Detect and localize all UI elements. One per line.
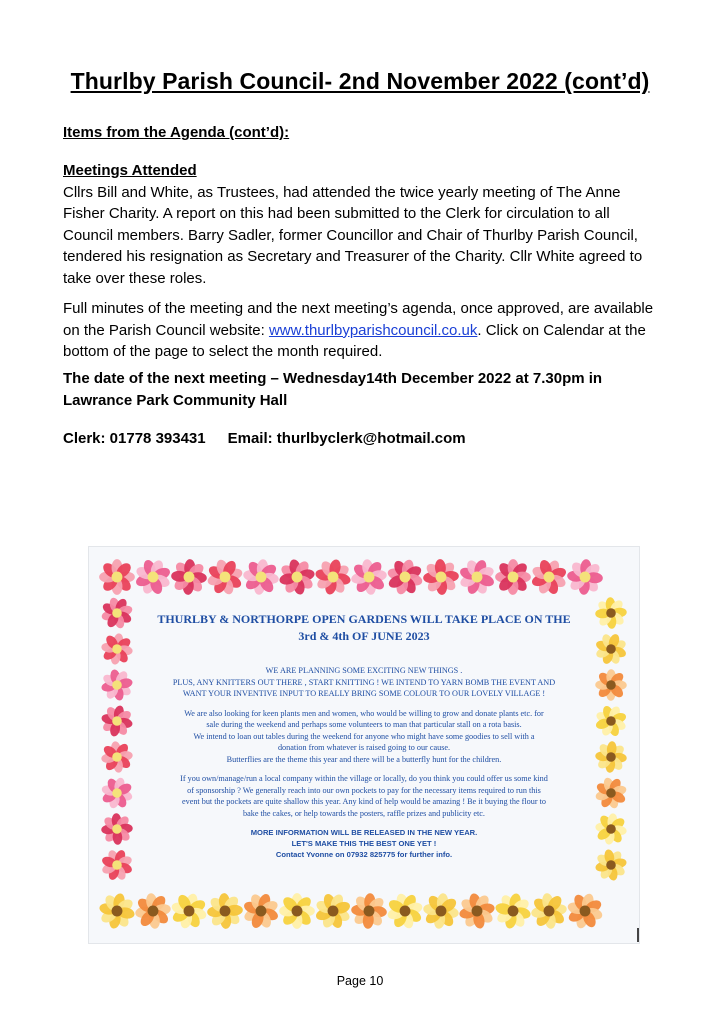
- flower-icon: [531, 893, 568, 930]
- flower-icon: [595, 813, 628, 846]
- flower-icon: [101, 597, 134, 630]
- flower-icon: [170, 892, 207, 929]
- poster-line: Contact Yvonne on 07932 825775 for further info.: [275, 850, 453, 859]
- flower-icon: [386, 892, 423, 929]
- flower-icon: [595, 849, 628, 882]
- poster-line: LET'S MAKE THIS THE BEST ONE YET !: [291, 839, 437, 848]
- flower-icon: [134, 558, 171, 595]
- flower-icon: [386, 558, 423, 595]
- poster-closing: [149, 827, 579, 860]
- poster-line: WANT YOUR INVENTIVE INPUT TO REALLY BRING SOME COLOUR TO OUR LOVELY VILLAGE !: [182, 689, 546, 698]
- flower-icon: [595, 597, 627, 629]
- poster-line: sale during the weekend and perhaps some volunteers to man that particular stall on a rota basis.: [206, 720, 522, 729]
- page-edge-mark: [637, 928, 639, 942]
- flower-icon: [98, 892, 135, 929]
- flower-icon: [101, 705, 134, 738]
- poster-line: event but the pockets are quite shallow this year. Any kind of help would be amazing ! Be it buying the flour to: [181, 797, 547, 806]
- flower-icon: [595, 669, 627, 701]
- flower-icon: [595, 741, 627, 773]
- flower-icon: [278, 558, 315, 595]
- agenda-heading: Items from the Agenda (cont’d):: [63, 124, 290, 141]
- poster-line: bake the cakes, or help towards the posters, raffle prizes and publicity etc.: [243, 808, 485, 818]
- clerk-phone: Clerk: 01778 393431: [63, 430, 206, 447]
- flower-icon: [314, 892, 351, 929]
- poster-title-line: 3rd & 4th OF JUNE 2023: [298, 629, 430, 643]
- flower-icon: [171, 559, 207, 595]
- flower-icon: [495, 559, 531, 595]
- poster-paragraph: [149, 708, 579, 766]
- meetings-section: [63, 160, 663, 289]
- poster-line: We intend to loan out tables during the weekend for anyone who might have some goodies to sell with a: [193, 731, 535, 741]
- poster-line: If you own/manage/run a local company within the village or locally, do you think you could offer us some kind: [180, 774, 548, 783]
- flower-icon: [351, 559, 388, 596]
- flower-icon: [566, 892, 603, 929]
- flower-icon: [494, 892, 531, 929]
- minutes-text-after: . Click on Calendar at the bottom of the page to select the month required.: [63, 321, 646, 360]
- poster-line: of sponsorship ? We generally reach into our own pockets to pay for the necessary items required to run this: [187, 785, 541, 795]
- poster-line: PLUS, ANY KNITTERS OUT THERE , START KNITTING ! WE INTEND TO YARN BOMB THE EVENT AND: [172, 677, 556, 687]
- poster-text: [149, 597, 579, 893]
- flower-icon: [595, 633, 628, 666]
- flower-icon: [314, 558, 351, 595]
- flower-icon: [101, 849, 134, 882]
- meetings-heading: Meetings Attended: [63, 162, 197, 179]
- page-number: Page 10: [336, 974, 384, 988]
- flower-icon: [99, 559, 135, 595]
- flower-icon: [101, 777, 134, 810]
- flower-icon: [242, 892, 279, 929]
- poster-line: WE ARE PLANNING SOME EXCITING NEW THINGS .: [265, 666, 463, 675]
- poster-line: Butterflies are the theme this year and there will be a butterfly hunt for the children.: [226, 754, 502, 764]
- open-gardens-poster: [88, 546, 640, 944]
- flower-icon: [351, 893, 387, 929]
- poster-paragraph: [149, 773, 579, 819]
- meetings-paragraph: Cllrs Bill and White, as Trustees, had attended the twice yearly meeting of The Anne Fisher Charity. A report on this had been submitted to the Clerk for circulation to all Council members. Barry Sadler, former Councillor and Chair of Thurlby Parish Council, tendered his resignation as Secretary and Treasurer of the Charity. Cllr White agreed to take over these roles.: [63, 183, 643, 287]
- flower-icon: [206, 558, 243, 595]
- poster-announcement: [149, 665, 579, 700]
- poster-line: MORE INFORMATION WILL BE RELEASED IN THE NEW YEAR.: [250, 828, 478, 837]
- flower-icon: [458, 558, 495, 595]
- flower-icon: [595, 705, 628, 738]
- flower-icon: [458, 892, 495, 929]
- minutes-text: Full minutes of the meeting and the next meeting’s agenda, once approved, are available on the Parish Council website:: [63, 300, 654, 339]
- flower-icon: [279, 893, 315, 929]
- website-link[interactable]: www.thurlbyparishcouncil.co.uk: [268, 321, 478, 339]
- flower-icon: [101, 633, 134, 666]
- minutes-paragraph: [63, 298, 663, 363]
- page-title: Thurlby Parish Council- 2nd November 2022 (cont’d): [70, 68, 650, 94]
- flower-icon: [423, 893, 460, 930]
- clerk-email: Email: thurlbyclerk@hotmail.com: [227, 430, 466, 447]
- flower-icon: [567, 559, 603, 595]
- flower-icon: [243, 559, 280, 596]
- flower-icon: [530, 558, 567, 595]
- flower-icon: [595, 777, 628, 810]
- poster-line: We are also looking for keen plants men and women, who would be willing to grow and donate plants etc. for: [184, 708, 544, 718]
- contact-line: [63, 428, 663, 450]
- poster-title: [149, 611, 579, 645]
- poster-line: donation from whatever is raised going to our cause.: [277, 743, 451, 752]
- flower-icon: [423, 559, 459, 595]
- flower-icon: [101, 669, 134, 702]
- flower-icon: [101, 741, 133, 773]
- poster-title-line: THURLBY & NORTHORPE OPEN GARDENS WILL TAKE PLACE ON THE: [157, 612, 571, 626]
- flower-icon: [101, 813, 133, 845]
- next-meeting: The date of the next meeting – Wednesday14th December 2022 at 7.30pm in Lawrance Park Community Hall: [63, 370, 603, 409]
- flower-icon: [207, 893, 243, 929]
- flower-icon: [135, 893, 172, 930]
